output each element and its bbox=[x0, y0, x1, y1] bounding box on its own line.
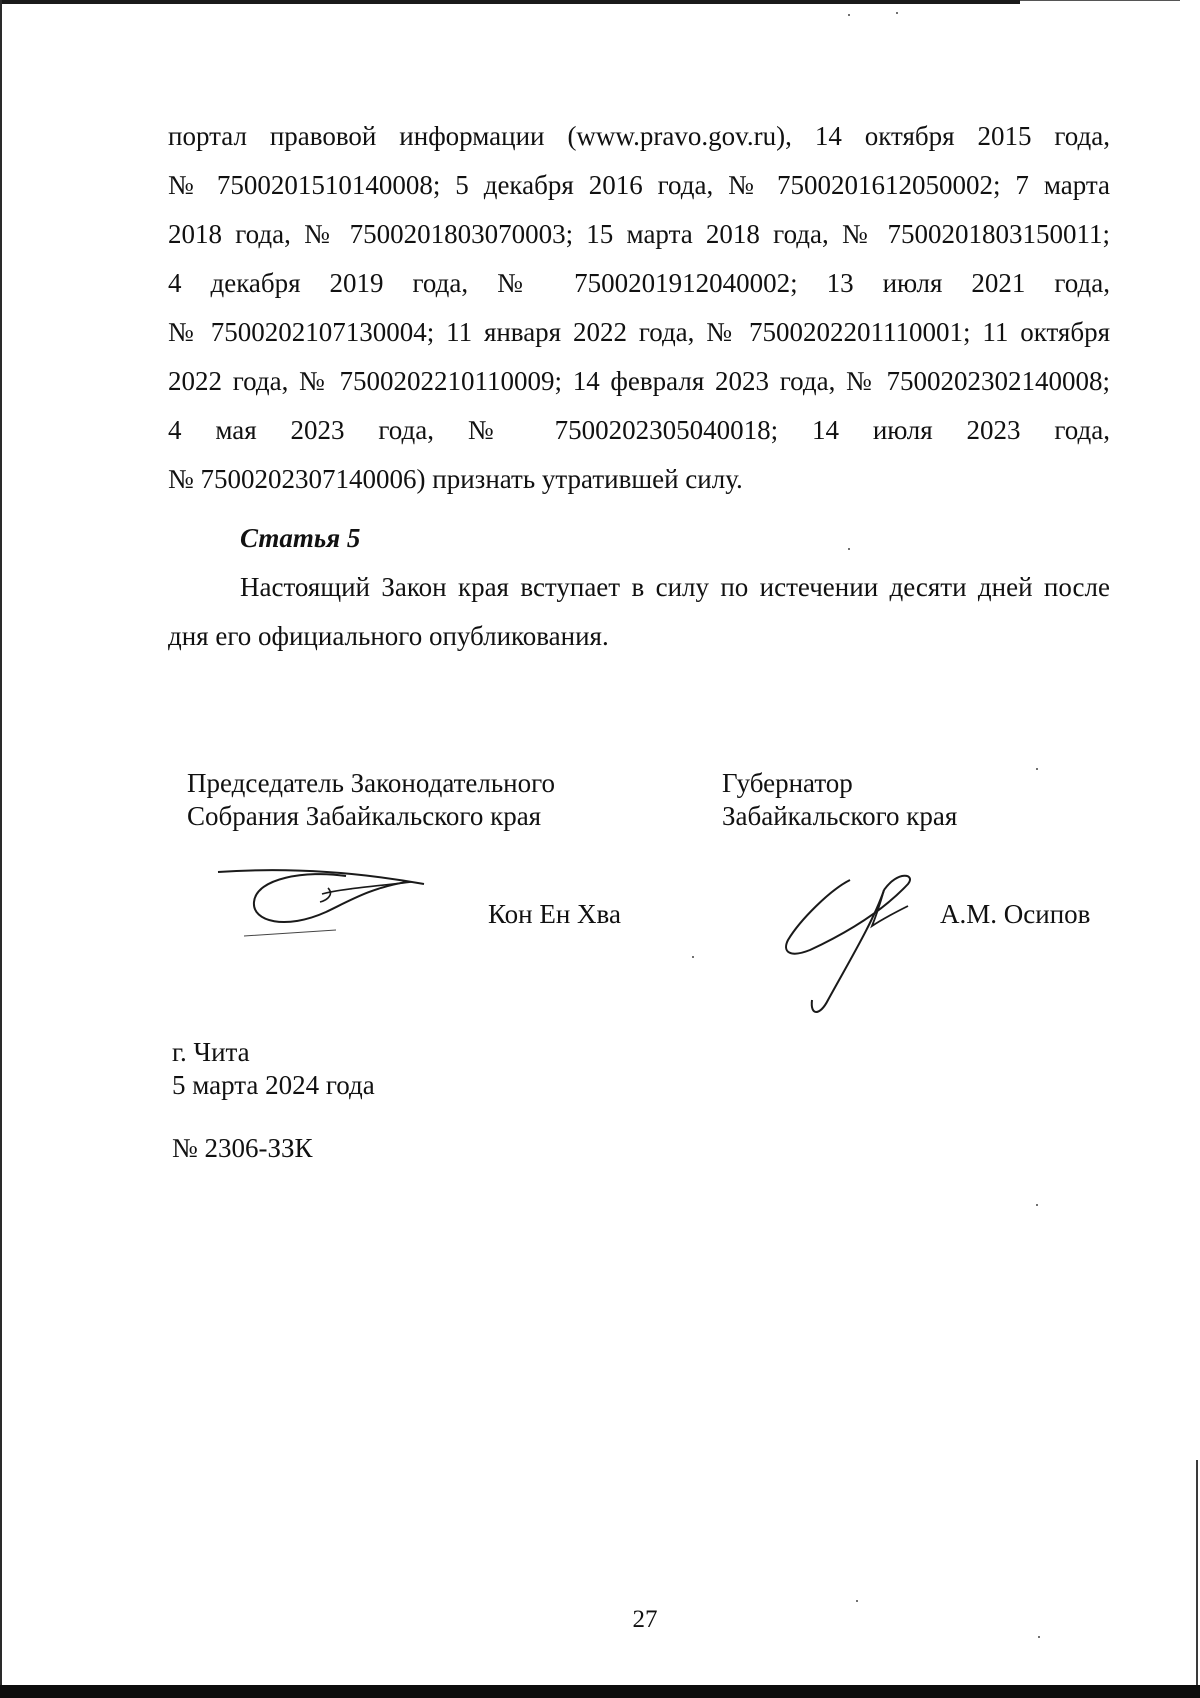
scan-speck bbox=[848, 14, 850, 16]
scan-edge-top-thin bbox=[1020, 0, 1180, 1]
scan-edge-top bbox=[0, 0, 1020, 4]
signatory-right-position bbox=[722, 767, 957, 833]
place-date bbox=[172, 1036, 375, 1102]
scan-speck bbox=[896, 12, 898, 14]
body-line: № 7500202107130004; 11 января 2022 года, № 7500202201110001; 11 октября bbox=[168, 317, 1110, 347]
article-title: Статья 5 bbox=[240, 523, 361, 553]
body-line: портал правовой информации (www.pravo.gov.ru), 14 октября 2015 года, bbox=[168, 121, 1110, 151]
body-text bbox=[168, 112, 1110, 504]
article-line: Настоящий Закон края вступает в силу по истечении десяти дней после bbox=[240, 572, 1110, 602]
scan-speck bbox=[1036, 1204, 1038, 1206]
signature-right-image bbox=[780, 870, 940, 1020]
signatory-left-position bbox=[187, 767, 555, 833]
signatory-left-name: Кон Ен Хва bbox=[488, 899, 621, 929]
position-line: Собрания Забайкальского края bbox=[187, 801, 542, 831]
scan-edge-left bbox=[0, 0, 2, 1698]
position-line: Забайкальского края bbox=[722, 801, 958, 831]
page-number: 27 bbox=[632, 1606, 658, 1633]
position-line: Губернатор bbox=[722, 768, 853, 798]
body-line: 2022 года, № 7500202210110009; 14 февраля 2023 года, № 7500202302140008; bbox=[168, 366, 1110, 396]
body-line: 4 мая 2023 года, № 7500202305040018; 14 июля 2023 года, bbox=[168, 415, 1110, 445]
body-line: 4 декабря 2019 года, № 7500201912040002; 13 июля 2021 года, bbox=[168, 268, 1110, 298]
scan-speck bbox=[692, 956, 694, 958]
position-line: Председатель Законодательного bbox=[187, 768, 556, 798]
scan-speck bbox=[1038, 1636, 1040, 1638]
body-line: № 7500202307140006) признать утратившей силу. bbox=[168, 464, 743, 494]
place: г. Чита bbox=[172, 1037, 250, 1067]
signature-left-image bbox=[216, 860, 426, 940]
scan-speck bbox=[848, 548, 850, 550]
article-line: дня его официального опубликования. bbox=[168, 621, 609, 651]
signatory-right-name: А.М. Осипов bbox=[940, 899, 1091, 929]
law-number: № 2306-ЗЗК bbox=[172, 1133, 313, 1163]
article-body bbox=[168, 563, 1110, 661]
scan-edge-right bbox=[1196, 1460, 1198, 1685]
scan-speck bbox=[856, 1600, 858, 1602]
body-line: 2018 года, № 7500201803070003; 15 марта 2018 года, № 7500201803150011; bbox=[168, 219, 1110, 249]
body-line: № 7500201510140008; 5 декабря 2016 года, № 7500201612050002; 7 марта bbox=[168, 170, 1110, 200]
date: 5 марта 2024 года bbox=[172, 1070, 375, 1100]
scan-speck bbox=[1036, 768, 1038, 770]
scan-edge-bottom bbox=[0, 1685, 1200, 1698]
